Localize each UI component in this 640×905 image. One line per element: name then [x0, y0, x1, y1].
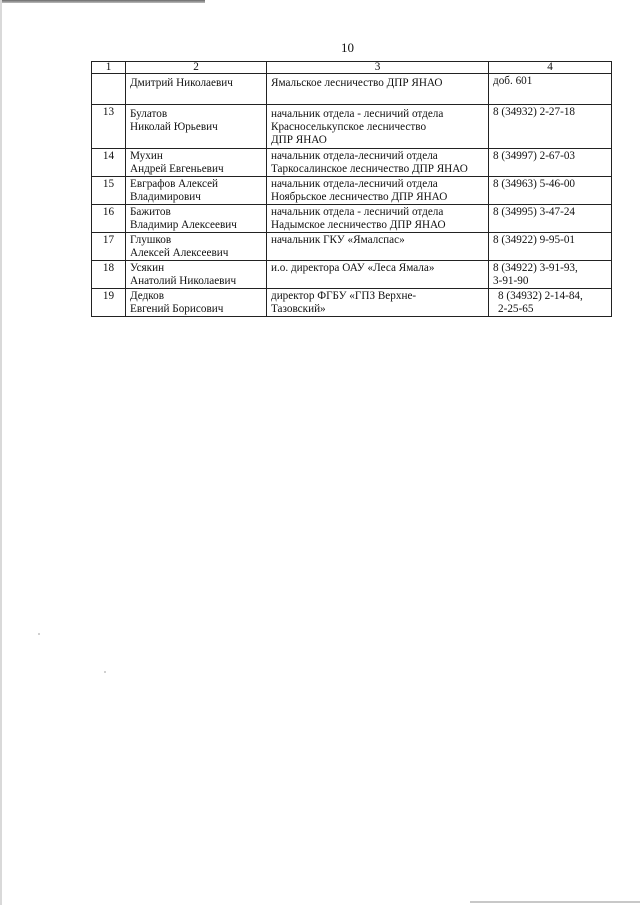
column-header: 1: [92, 62, 126, 74]
person-name: [126, 149, 267, 177]
name-line: Владимир Алексеевич: [130, 219, 237, 231]
position-line: начальник отдела - лесничий отдела: [271, 206, 444, 218]
phone-line: 8 (34997) 2-67-03: [493, 150, 576, 162]
name-line: Владимирович: [130, 191, 201, 203]
phone: [489, 105, 612, 149]
scan-edge-top: [0, 0, 205, 3]
name-line: Николай Юрьевич: [130, 121, 218, 133]
scan-speck: [104, 671, 106, 673]
phone-line: 3-91-90: [493, 275, 529, 287]
position-line: ДПР ЯНАО: [271, 134, 327, 146]
position: [267, 74, 489, 105]
table-row: [92, 177, 612, 205]
phone: [489, 233, 612, 261]
person-name: [126, 261, 267, 289]
person-name: [126, 233, 267, 261]
position: [267, 233, 489, 261]
column-header: 3: [267, 62, 489, 74]
person-name: [126, 105, 267, 149]
table-row: [92, 149, 612, 177]
phone-line: 8 (34922) 3-91-93,: [493, 262, 578, 274]
person-name: [126, 205, 267, 233]
position-line: начальник ГКУ «Ямалспас»: [271, 234, 405, 246]
name-line: Дмитрий Николаевич: [130, 77, 233, 89]
phone-line: 2-25-65: [498, 303, 534, 315]
name-line: Усякин: [130, 262, 165, 274]
position: [267, 261, 489, 289]
column-header: 4: [489, 62, 612, 74]
position-line: Надымское лесничество ДПР ЯНАО: [271, 219, 446, 231]
name-line: Булатов: [130, 108, 168, 120]
position-line: Красноселькупское лесничество: [271, 121, 427, 133]
table-row: [92, 205, 612, 233]
name-line: Глушков: [130, 234, 172, 246]
table-row: [92, 233, 612, 261]
position-line: Таркосалинское лесничество ДПР ЯНАО: [271, 163, 468, 175]
row-number: 17: [92, 233, 126, 261]
table-row: [92, 74, 612, 105]
row-number: 16: [92, 205, 126, 233]
table-row: [92, 105, 612, 149]
table-row: [92, 289, 612, 317]
phone: [489, 289, 612, 317]
phone-line: доб. 601: [493, 75, 533, 87]
scan-edge-bottom: [470, 901, 640, 903]
name-line: Анатолий Николаевич: [130, 275, 237, 287]
name-line: Евгений Борисович: [130, 303, 224, 315]
contact-directory-table: [91, 61, 612, 317]
scan-edge-left: [0, 0, 2, 905]
phone-line: 8 (34932) 2-14-84,: [498, 290, 583, 302]
row-number: [92, 74, 126, 105]
table-row: [92, 261, 612, 289]
scan-speck: [38, 633, 40, 635]
phone: [489, 261, 612, 289]
position: [267, 177, 489, 205]
position-line: начальник отдела-лесничий отдела: [271, 150, 438, 162]
phone: [489, 177, 612, 205]
position-line: и.о. директора ОАУ «Леса Ямала»: [271, 262, 435, 274]
position: [267, 289, 489, 317]
position-line: Тазовский»: [271, 303, 326, 315]
position-line: начальник отдела - лесничий отдела: [271, 108, 444, 120]
page-number: 10: [341, 40, 354, 55]
position-line: директор ФГБУ «ГПЗ Верхне-: [271, 290, 417, 302]
name-line: Мухин: [130, 150, 163, 162]
person-name: [126, 289, 267, 317]
position-line: Ноябрьское лесничество ДПР ЯНАО: [271, 191, 448, 203]
position-line: начальник отдела-лесничий отдела: [271, 178, 438, 190]
row-number: 13: [92, 105, 126, 149]
name-line: Алексей Алексеевич: [130, 247, 229, 259]
row-number: 15: [92, 177, 126, 205]
position-line: Ямальское лесничество ДПР ЯНАО: [271, 77, 443, 89]
phone-line: 8 (34963) 5-46-00: [493, 178, 576, 190]
phone: [489, 74, 612, 105]
person-name: [126, 177, 267, 205]
column-header: 2: [126, 62, 267, 74]
row-number: 18: [92, 261, 126, 289]
name-line: Евграфов Алексей: [130, 178, 219, 190]
phone: [489, 205, 612, 233]
position: [267, 149, 489, 177]
phone-line: 8 (34995) 3-47-24: [493, 206, 576, 218]
name-line: Дедков: [130, 290, 165, 302]
name-line: Бажитов: [130, 206, 171, 218]
phone: [489, 149, 612, 177]
phone-line: 8 (34932) 2-27-18: [493, 106, 576, 118]
table-header-row: [92, 62, 612, 74]
person-name: [126, 74, 267, 105]
phone-line: 8 (34922) 9-95-01: [493, 234, 576, 246]
row-number: 14: [92, 149, 126, 177]
position: [267, 205, 489, 233]
position: [267, 105, 489, 149]
row-number: 19: [92, 289, 126, 317]
name-line: Андрей Евгеньевич: [130, 163, 224, 175]
